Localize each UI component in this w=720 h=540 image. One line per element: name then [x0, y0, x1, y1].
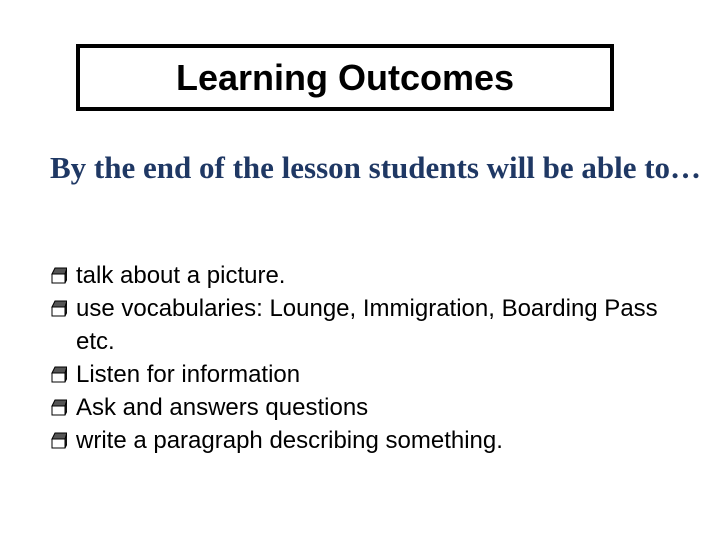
list-item — [50, 292, 690, 358]
list-item-text: talk about a picture. — [76, 262, 286, 289]
list-item-text: write a paragraph describing something. — [76, 427, 503, 454]
intro-text: By the end of the lesson students will be able to… — [50, 150, 702, 185]
outcomes-list — [50, 259, 690, 457]
checkbox-square-icon — [50, 366, 67, 383]
list-item — [50, 424, 690, 457]
list-item-text: Ask and answers questions — [76, 394, 369, 421]
checkbox-square-icon — [50, 432, 67, 449]
checkbox-square-icon — [50, 300, 67, 317]
list-item-text: use vocabularies: Lounge, Immigration, Boarding Pass etc. — [76, 295, 658, 355]
list-item — [50, 259, 690, 292]
checkbox-square-icon — [50, 399, 67, 416]
page-title: Learning Outcomes — [175, 56, 515, 98]
checkbox-square-icon — [50, 267, 67, 284]
list-item-text: Listen for information — [76, 361, 301, 388]
list-item — [50, 358, 690, 391]
title-box — [76, 44, 614, 111]
list-item — [50, 391, 690, 424]
